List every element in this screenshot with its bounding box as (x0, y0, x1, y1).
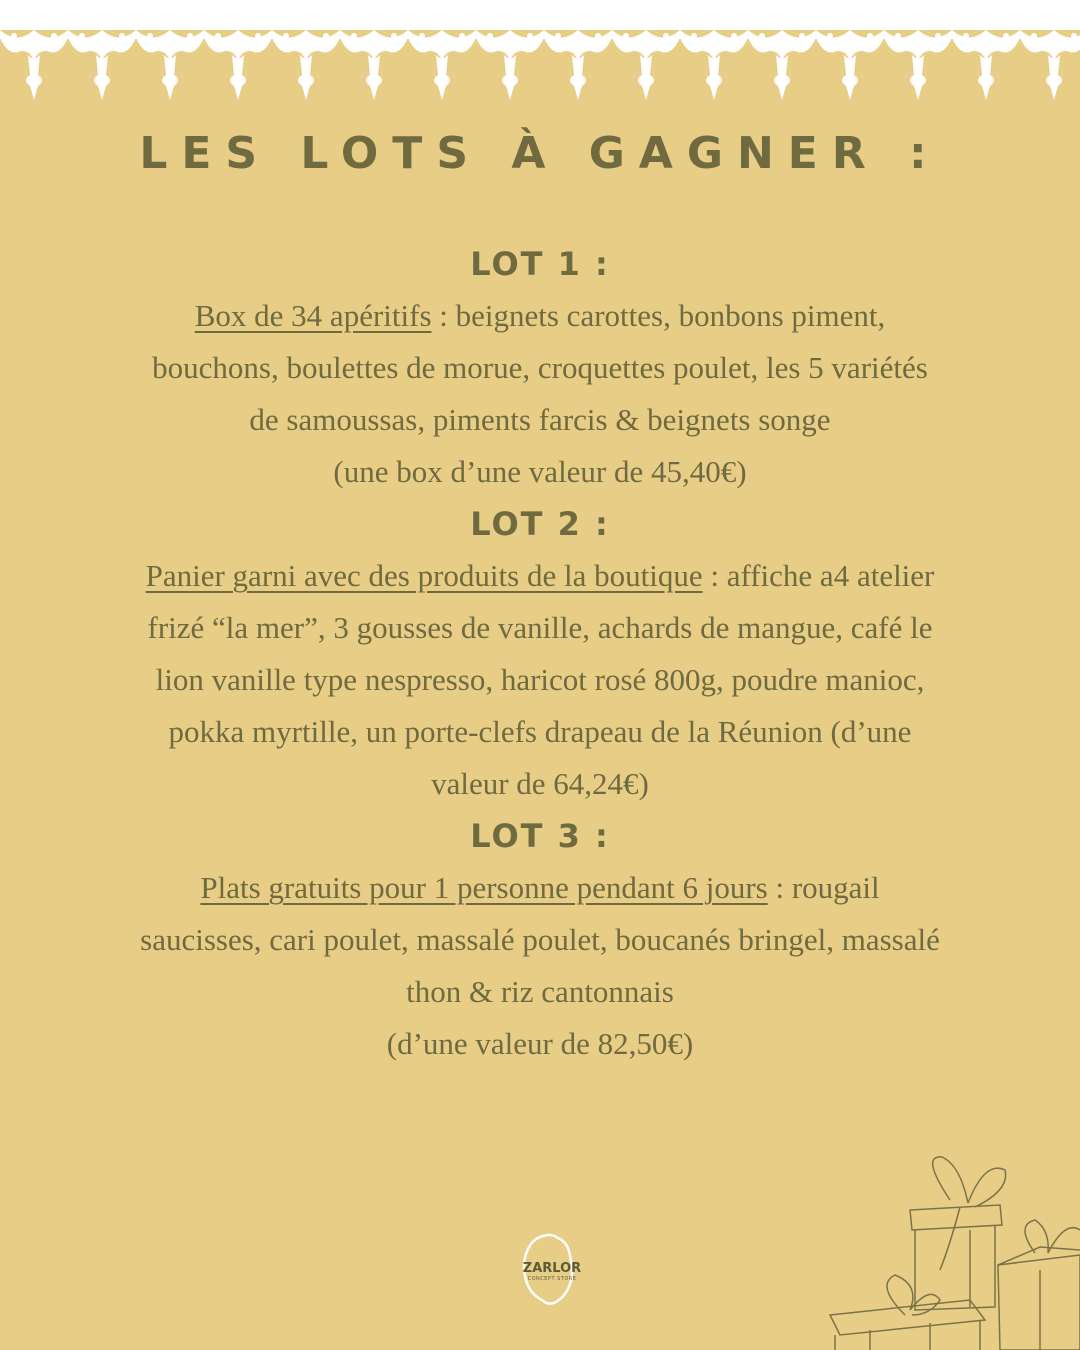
logo-tagline: CONCEPT STORE (527, 1276, 577, 1282)
lot-3-description (140, 862, 940, 1070)
lot-1-items: : beignets carottes, bonbons piment, bouchons, boulettes de morue, croquettes poulet, les 5 variétés de samoussas, piments farcis & beignets songe (152, 298, 928, 437)
logo-name: ZARLOR (522, 1261, 582, 1276)
lot-3-heading: LOT 3 : (470, 817, 610, 855)
lot-2-title: Panier garni avec des produits de la boutique (145, 558, 703, 593)
lot-2 (140, 498, 940, 810)
lot-2-value: (d’une valeur de 64,24€) (431, 714, 912, 801)
lot-1-heading: LOT 1 : (470, 245, 610, 283)
lot-2-heading: LOT 2 : (470, 505, 610, 543)
zarlor-logo (516, 1232, 588, 1308)
lot-1-title: Box de 34 apéritifs (194, 298, 432, 333)
lot-3-items: : rougail saucisses, cari poulet, massalé poulet, boucanés bringel, massalé thon & riz cantonnais (140, 870, 940, 1009)
lot-1 (140, 238, 940, 498)
lots-list (140, 238, 940, 1070)
lot-2-description (140, 550, 940, 810)
lot-3-title: Plats gratuits pour 1 personne pendant 6 jours (200, 870, 768, 905)
gift-boxes-sketch-icon (810, 1135, 1080, 1350)
lot-3-value: (d’une valeur de 82,50€) (386, 1026, 694, 1061)
lot-2-items: : affiche a4 atelier frizé “la mer”, 3 gousses de vanille, achards de mangue, café le lion vanille type nespresso, haricot rosé 800g, poudre manioc, pokka myrtille, un porte-clefs drapeau de la Réunion (147, 558, 935, 749)
page-title: LES LOTS À GAGNER : (139, 128, 941, 179)
lot-1-description (140, 290, 940, 498)
lace-border-decoration (0, 0, 1080, 110)
lot-1-value: (une box d’une valeur de 45,40€) (333, 454, 747, 489)
lot-3 (140, 810, 940, 1070)
